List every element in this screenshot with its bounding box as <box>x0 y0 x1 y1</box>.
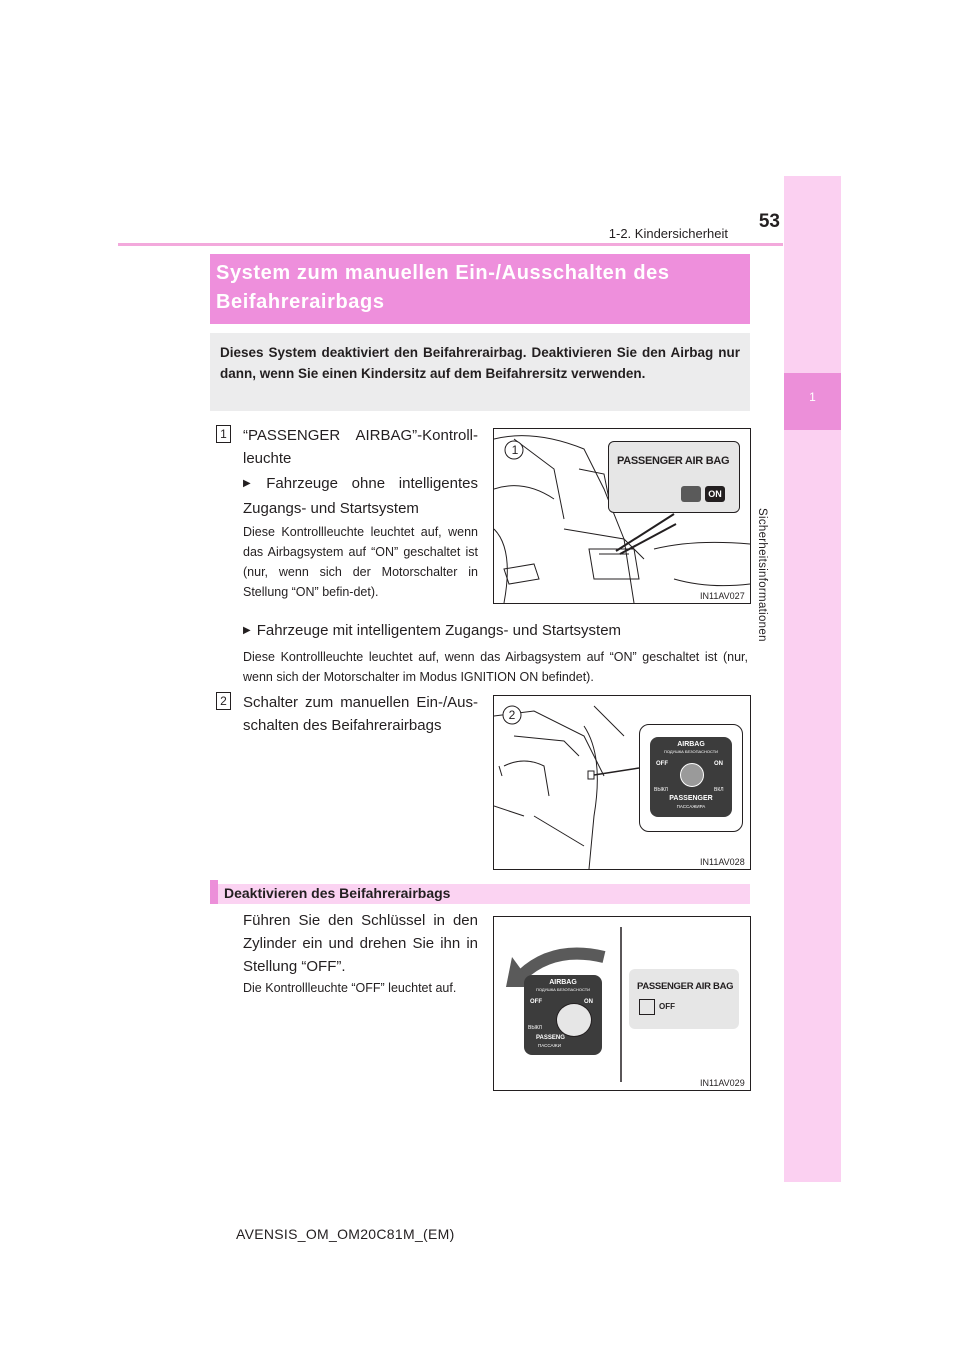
item1-bullet-b <box>243 619 621 644</box>
switch-passenger-label: PASSENGER <box>669 795 713 802</box>
switch3-title: AIRBAG <box>549 979 577 986</box>
switch-off-label: OFF <box>656 761 668 767</box>
fig1-code: IN11AV027 <box>700 591 745 601</box>
key-cylinder <box>680 763 704 787</box>
switch-closeup <box>639 724 743 832</box>
section-label: 1-2. Kindersicherheit <box>608 226 728 241</box>
page-title: System zum manuellen Ein-/Ausschalten des Beifahrerairbags <box>216 262 670 313</box>
airbag-off-symbol-icon <box>639 999 655 1015</box>
figure-airbag-switch <box>493 695 751 870</box>
subsection-heading: Deaktivieren des Beifahrerairbags <box>224 885 451 901</box>
item-number-2: 2 <box>216 692 231 710</box>
switch-off-ru: ВЫКЛ <box>654 787 668 793</box>
chapter-number: 1 <box>809 390 816 404</box>
page-number: 53 <box>758 211 780 232</box>
switch3-passenger-label: PASSENG <box>536 1035 565 1041</box>
indicator-panel-label: PASSENGER AIR BAG <box>617 455 730 467</box>
fig3-code: IN11AV029 <box>700 1078 745 1088</box>
switch-subtitle: ПОДУШКА БЕЗОПАСНОСТИ <box>663 749 719 754</box>
footer-doc-id: AVENSIS_OM_OM20C81M_(EM) <box>236 1226 455 1242</box>
switch-on-label: ON <box>714 761 723 767</box>
switch-on-ru: ВКЛ <box>714 787 724 793</box>
chapter-side-tab <box>784 176 841 1182</box>
key-icon <box>556 1003 592 1037</box>
switch3-off-ru: ВЫКЛ <box>528 1025 542 1031</box>
airbag-off-symbol-icon <box>681 486 701 502</box>
item1-bullet-b-label: Fahrzeuge mit intelligentem Zugangs- und Startsystem <box>256 622 622 639</box>
indicator-panel-off <box>629 969 739 1029</box>
fig2-code: IN11AV028 <box>700 857 745 867</box>
item1-bullet-a <box>243 472 478 520</box>
item2-heading: Schalter zum manuellen Ein-/Aus-schalten des Beifahrerairbags <box>243 694 478 734</box>
indicator3-panel-label: PASSENGER AIR BAG <box>637 981 734 992</box>
indicator-off-light: OFF <box>659 1002 675 1011</box>
item1-bullet-a-label: Fahrzeuge ohne intelligentes Zugangs- und Startsystem <box>243 475 478 517</box>
switch-plate <box>650 737 732 817</box>
item1-text-a: Diese Kontrollleuchte leuchtet auf, wenn das Airbagsystem auf “ON” geschaltet ist (nur, wenn sich der Motorschalter in Stellung “ON” befin-det). <box>243 525 478 599</box>
item-number-1: 1 <box>216 425 231 443</box>
figure-passenger-airbag-indicator <box>493 428 751 604</box>
fig2-callout: 2 <box>508 708 516 722</box>
indicator-panel <box>608 441 740 513</box>
subsection-bar <box>210 880 218 904</box>
subsection-note: Die Kontrollleuchte “OFF” leuchtet auf. <box>243 981 457 995</box>
indicator-on-light: ON <box>705 486 725 502</box>
intro-text: Dieses System deaktiviert den Beifahrerairbag. Deaktivieren Sie den Airbag nur dann, wenn Sie einen Kindersitz auf dem Beifahrersitz verwenden. <box>220 345 740 381</box>
switch3-passenger-ru: ПАССАЖИ <box>538 1043 561 1048</box>
switch3-on-label: ON <box>584 999 593 1005</box>
switch-passenger-ru: ПАССАЖИРА <box>676 804 706 809</box>
header-rule <box>118 243 783 246</box>
subsection-text: Führen Sie den Schlüssel in den Zylinder ein und drehen Sie ihn in Stellung “OFF”. <box>243 912 478 975</box>
switch3-subtitle: ПОДУШКА БЕЗОПАСНОСТИ <box>535 987 591 992</box>
item1-heading: “PASSENGER AIRBAG”-Kontroll-leuchte <box>243 427 478 467</box>
chapter-title: Sicherheitsinformationen <box>756 508 768 642</box>
fig1-callout: 1 <box>511 443 519 457</box>
switch3-off-label: OFF <box>530 999 542 1005</box>
item1-text-b: Diese Kontrollleuchte leuchtet auf, wenn das Airbagsystem auf “ON” geschaltet ist (nur, wenn sich der Motorschalter im Modus IGNITION ON befindet). <box>243 650 748 684</box>
switch-title: AIRBAG <box>677 741 705 748</box>
figure-deactivate-switch <box>493 916 751 1091</box>
